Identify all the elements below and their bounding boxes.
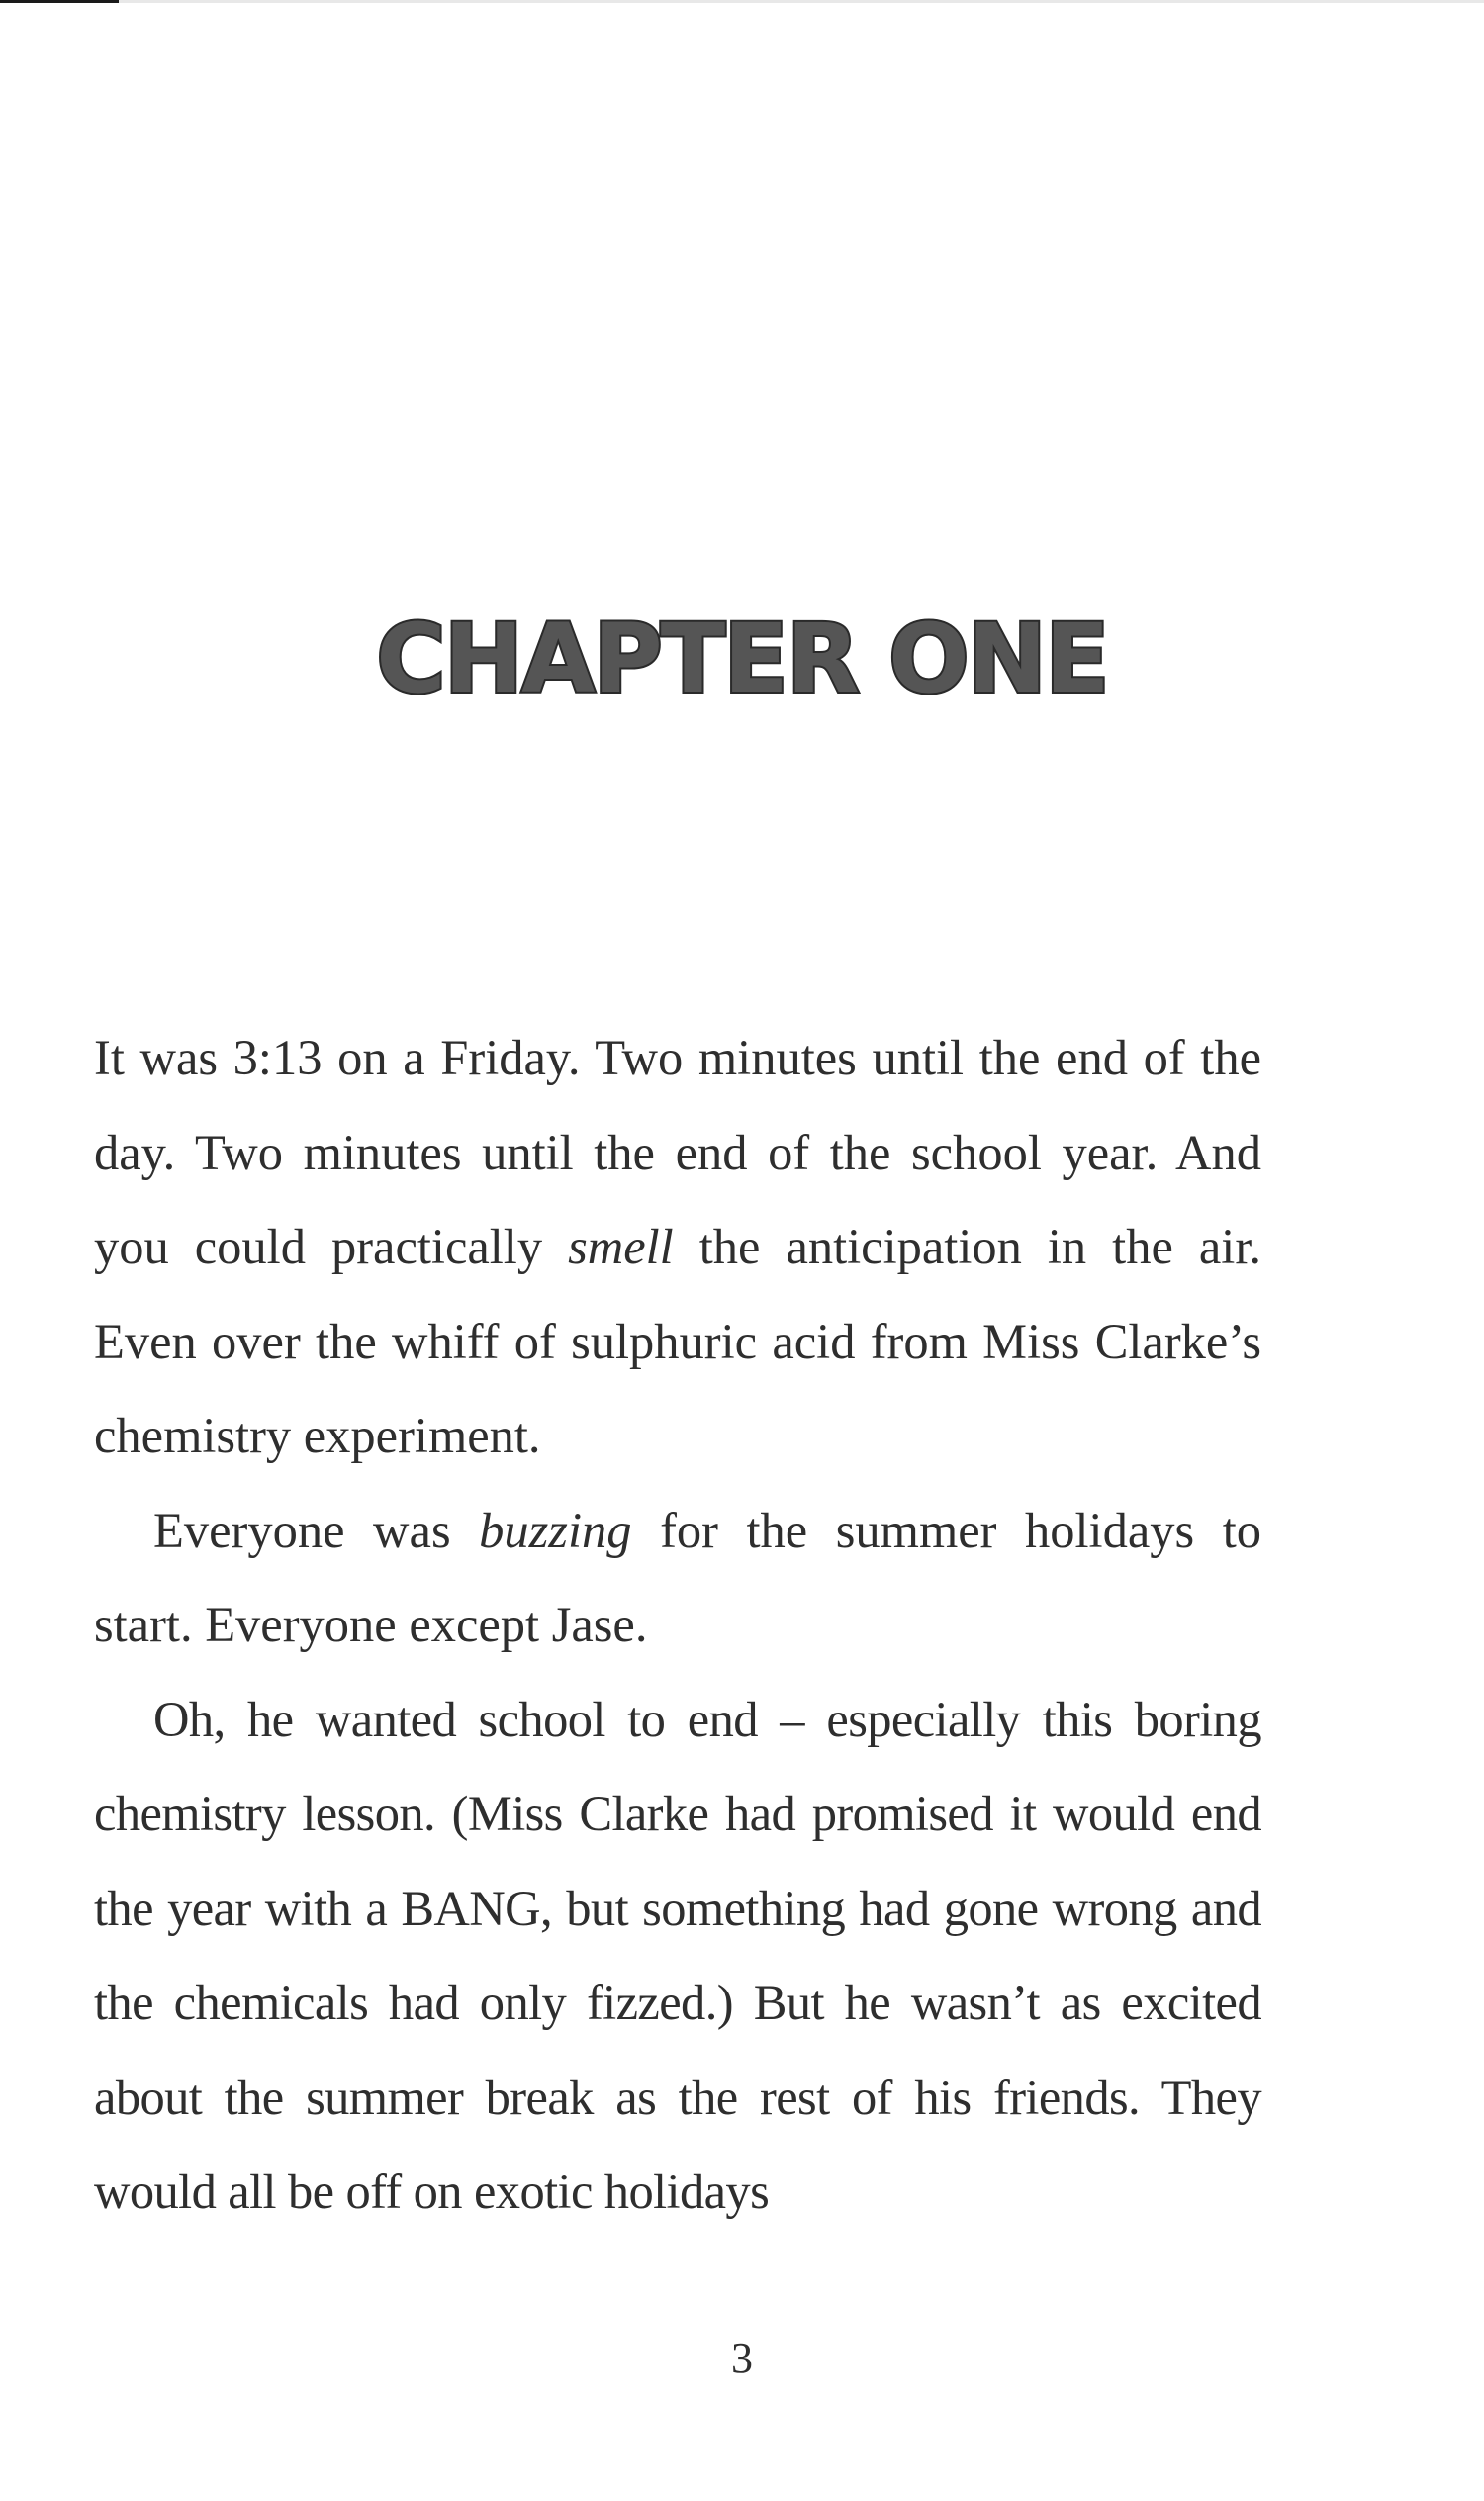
paragraph-2: Everyone was buzzing for the summer holidays to start. Everyone except Jase. — [94, 1502, 1261, 1652]
page-number: 3 — [731, 2334, 753, 2382]
paragraph-1: It was 3:13 on a Friday. Two minutes until the end of the day. Two minutes until the end of the school year. And you could practically smell the anticipation in the air. Even over the whiff of sulphuric acid from Miss Clarke’s chemistry experiment. — [94, 1030, 1261, 1463]
chapter-title: CHAPTER ONE — [376, 603, 1108, 714]
paragraph-3: Oh, he wanted school to end – especially this boring chemistry lesson. (Miss Clarke had promised it would end the year with a BANG, but something had gone wrong and the chemicals had only fizzed.) But he wasn’t as excited about the summer break as the rest of his friends. They would all be off on exotic holidays — [94, 1691, 1261, 2219]
page-top-edge — [0, 0, 1484, 3]
chapter-body — [94, 1011, 1261, 2240]
emphasis-smell: smell — [568, 1219, 674, 1274]
emphasis-buzzing: buzzing — [479, 1502, 632, 1558]
